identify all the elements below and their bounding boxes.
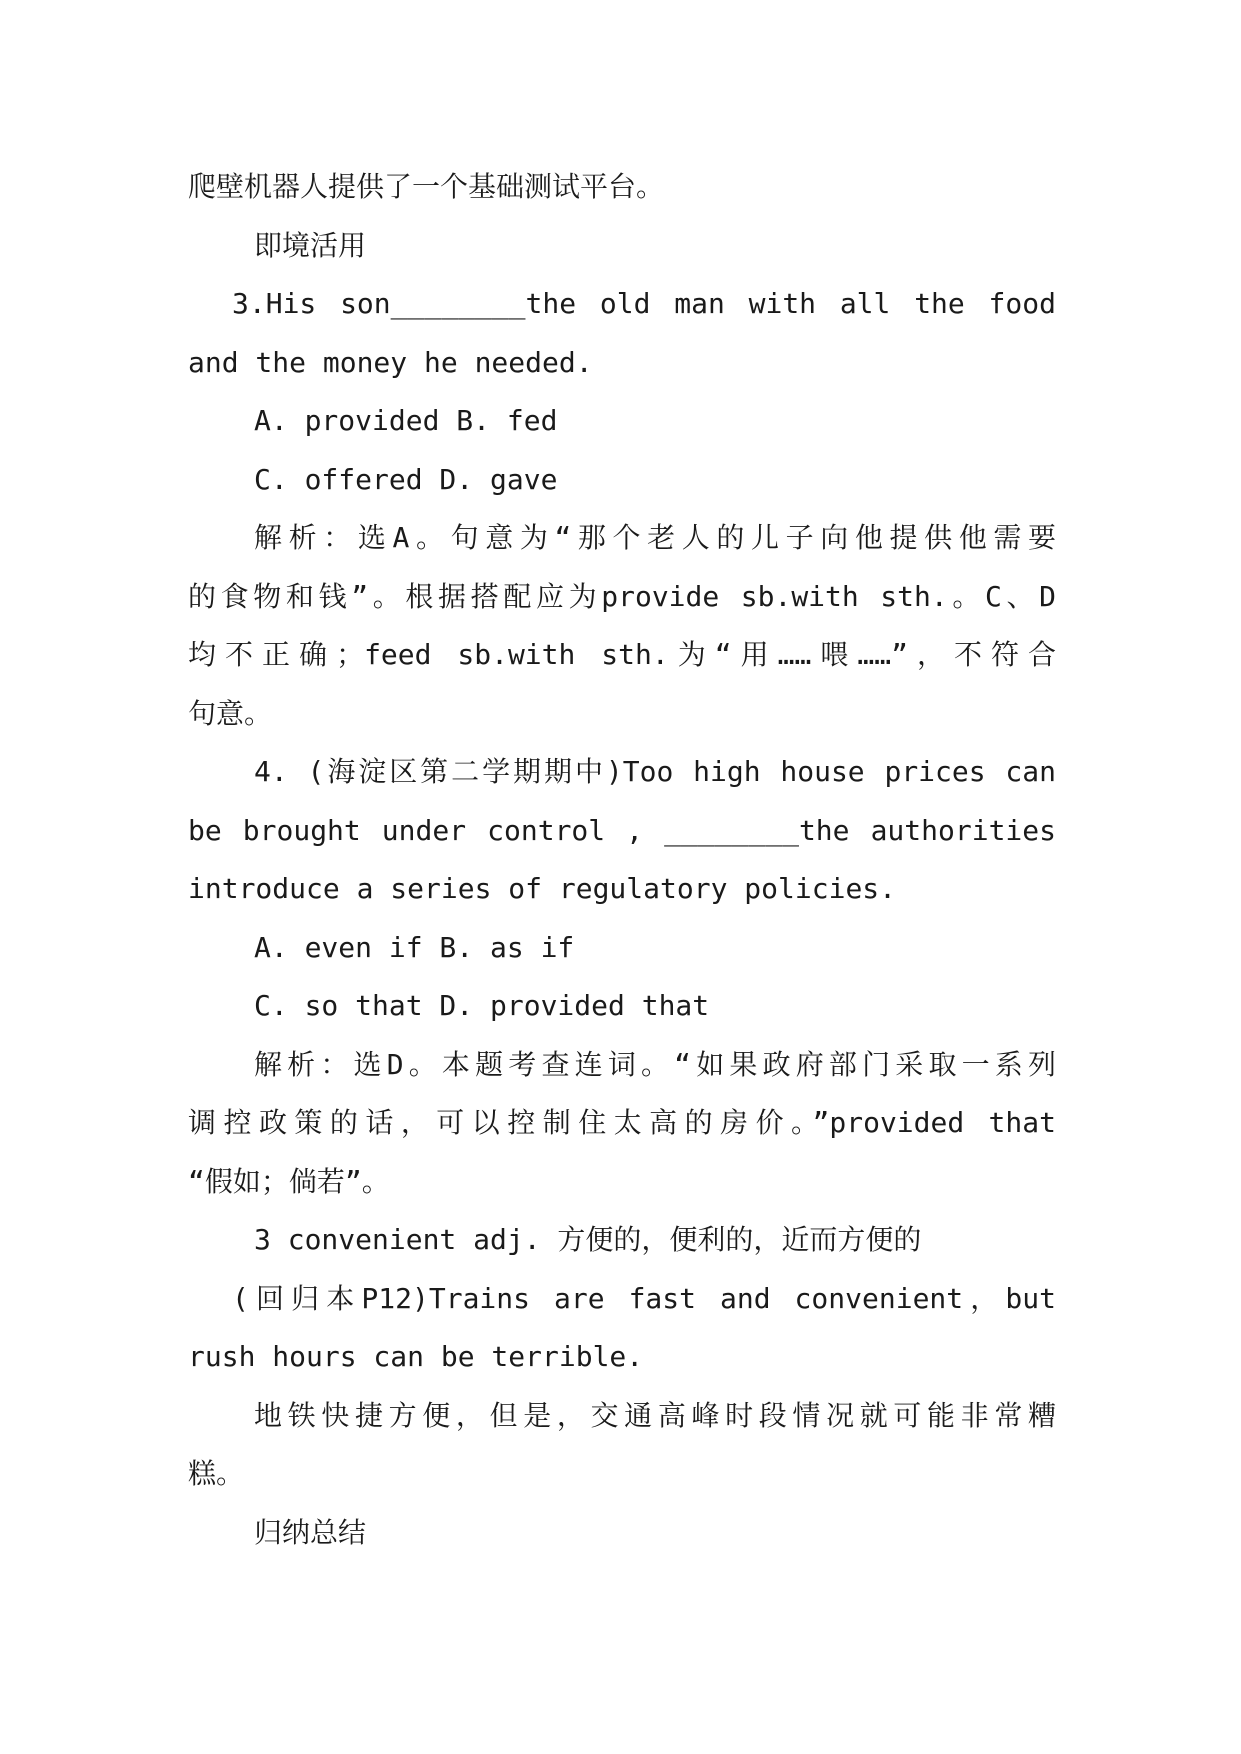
question-3-explanation-cont: 的食物和钱”。根据搭配应为provide sb.with sth.。C、D	[188, 579, 1056, 613]
question-4-stem-end: introduce a series of regulatory policies.	[188, 872, 897, 905]
question-4-options-cd: C. so that D. provided that	[254, 989, 710, 1022]
question-3-explanation-cont: 均不正确；feed sb.with sth.为“用……喂……”，不符合	[188, 638, 1056, 671]
question-3-options-cd: C. offered D. gave	[254, 462, 558, 496]
example-translation-end: 糕。	[188, 1457, 245, 1490]
question-4-explanation: 解析：选D。本题考查连词。“如果政府部门采取一系列	[254, 1047, 1056, 1081]
question-4-explanation-cont: 调控政策的话，可以控制住太高的房价。”provided that	[188, 1106, 1056, 1139]
question-4-stem: 4. (海淀区第二学期期中)Too high house prices can	[254, 755, 1056, 788]
question-4-explanation-end: “假如；倘若”。	[188, 1164, 390, 1198]
question-3-explanation: 解析：选A。句意为“那个老人的儿子向他提供他需要	[254, 521, 1056, 554]
question-4-options-ab: A. even if B. as if	[254, 930, 575, 964]
vocab-entry-heading: 3 convenient adj. 方便的，便利的，近而方便的	[254, 1223, 922, 1256]
example-sentence: (回归本P12)Trains are fast and convenient，but	[232, 1281, 1056, 1315]
section-heading: 归纳总结	[254, 1515, 367, 1549]
question-3-stem-cont: and the money he needed.	[188, 345, 593, 379]
example-sentence-cont: rush hours can be terrible.	[188, 1340, 644, 1373]
question-3-options-ab: A. provided B. fed	[254, 404, 558, 437]
document-page	[188, 158, 1056, 1562]
question-4-stem-cont: be brought under control , ________the authorities	[188, 813, 1056, 847]
section-heading: 即境活用	[254, 228, 367, 262]
text-line: 爬壁机器人提供了一个基础测试平台。	[188, 170, 665, 203]
question-3-stem: 3.His son________the old man with all the food	[232, 287, 1056, 320]
question-3-explanation-end: 句意。	[188, 696, 273, 730]
example-translation: 地铁快捷方便，但是，交通高峰时段情况就可能非常糟	[254, 1398, 1056, 1432]
